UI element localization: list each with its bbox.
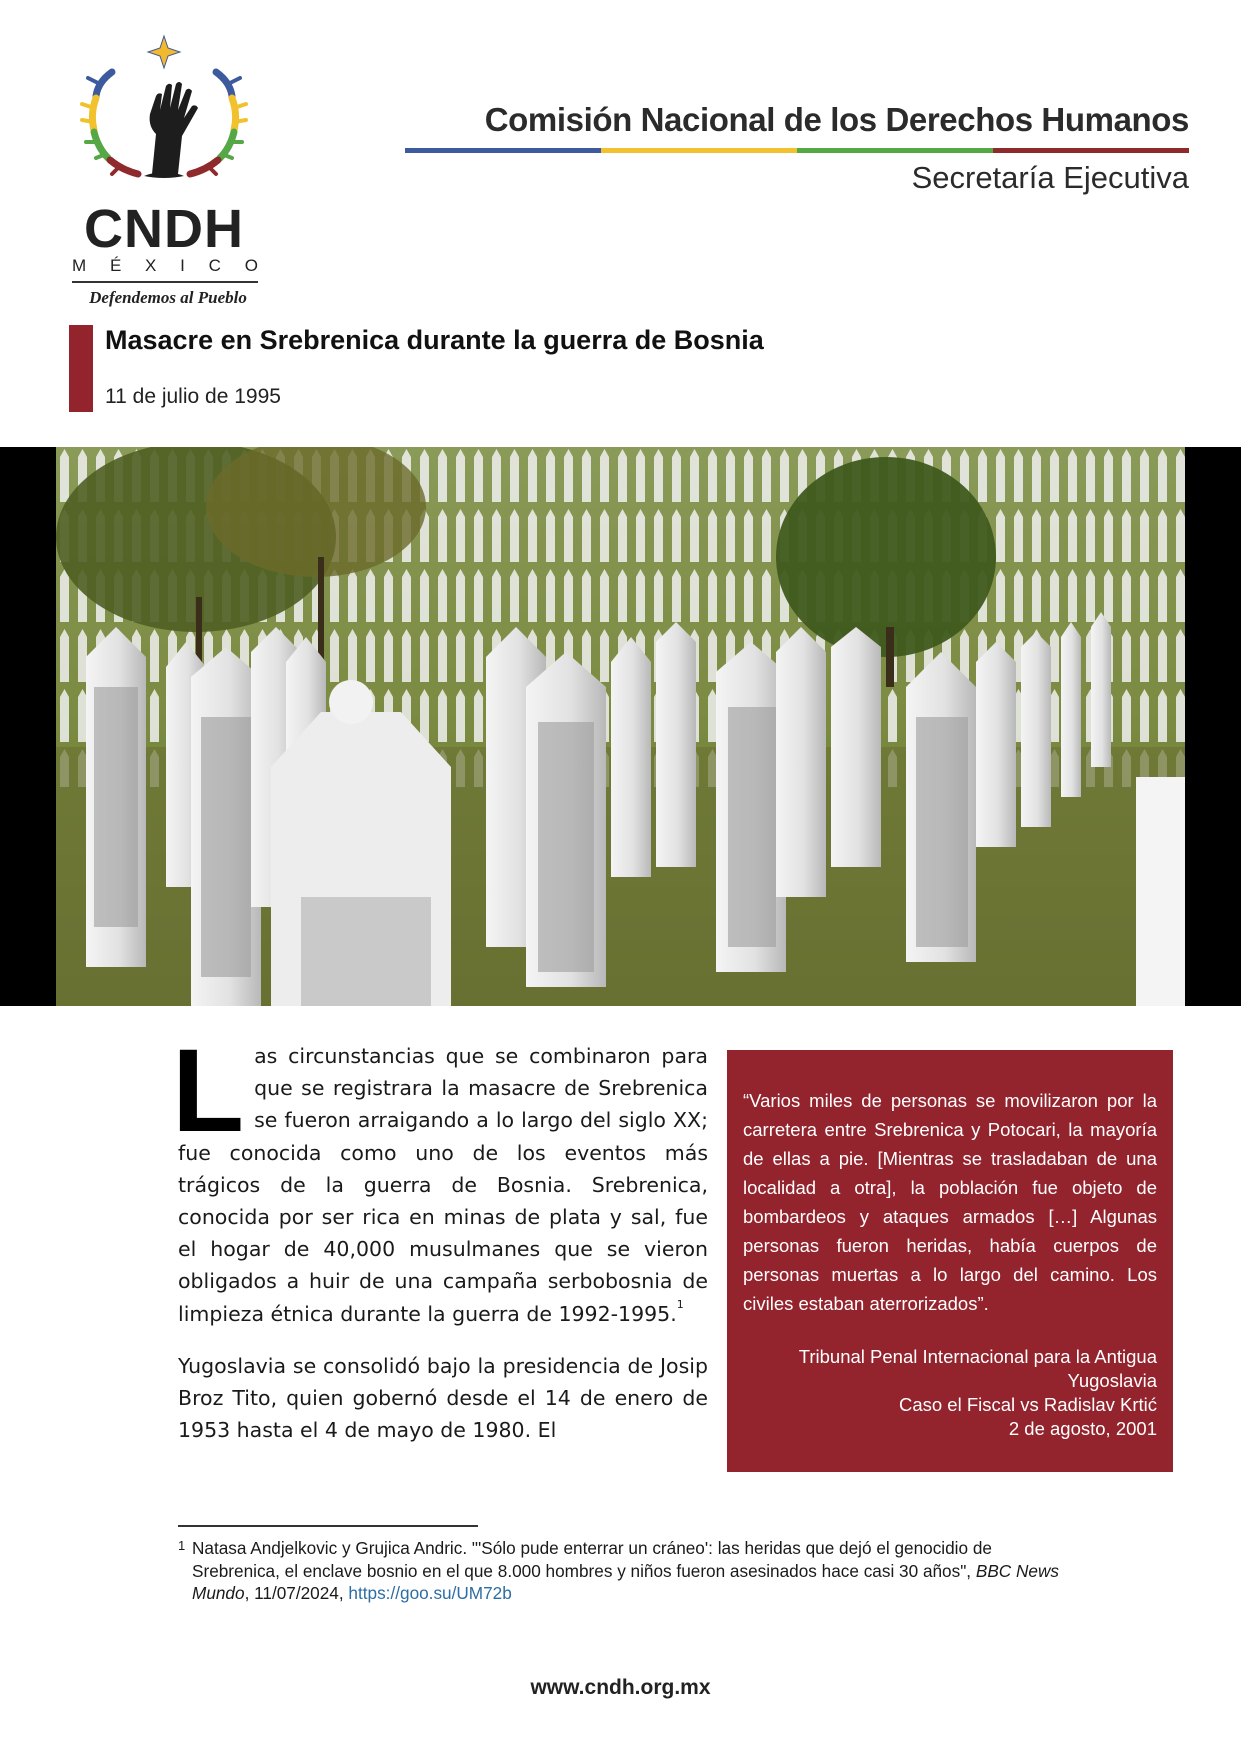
logo-letter: O [244,256,258,275]
drop-cap: L [172,1025,245,1157]
color-bar-segment [405,148,601,153]
logo-motto: Defendemos al Pueblo [89,288,247,307]
logo-divider [72,281,258,283]
footnote-divider [178,1525,478,1527]
footnote [178,1537,1078,1605]
department-name: Secretaría Ejecutiva [911,160,1189,195]
gravestones-image-icon [56,447,1185,1006]
color-bar [405,148,1189,153]
raised-hand-laurel-icon [60,34,270,204]
paragraph-1 [172,1025,708,1330]
title-accent-bar [69,325,93,412]
cemetery-photo [56,447,1185,1006]
color-bar-segment [601,148,797,153]
footnote-publication: BBC News Mundo [192,1560,1059,1603]
logo-letter: C [208,256,221,275]
cndh-logo [60,34,270,307]
article-body [172,1025,708,1466]
logo-acronym: CNDH [84,199,244,259]
color-bar-segment [797,148,993,153]
quote-source-organization: Tribunal Penal Internacional para la Antigua Yugoslavia [798,1346,1157,1391]
logo-letter: I [180,256,185,275]
organization-name: Comisión Nacional de los Derechos Humanos [484,101,1189,138]
page-title: Masacre en Srebrenica durante la guerra de Bosnia [105,325,764,355]
quote-source-date: 2 de agosto, 2001 [1008,1418,1157,1439]
logo-country [72,256,258,276]
footer-website[interactable]: www.cndh.org.mx [530,1676,711,1699]
quote-box [727,1050,1173,1472]
footnote-link[interactable]: https://goo.su/UM72b [348,1583,512,1603]
quote-source [743,1345,1157,1441]
footnote-number: 1 [178,1538,186,1553]
article-date: 11 de julio de 1995 [105,385,281,408]
quote-text: “Varios miles de personas se movilizaron por la carretera entre Srebrenica y Potocari, la mayoría de ellas a pie. [Mientras se trasladaban de una localidad a otra], la población fue objeto de bombardeos y ataques armados […] Algunas personas fueron heridas, había cuerpos de personas muertas a lo largo del camino. Los civiles estaban aterrorizados”. [743,1090,1157,1314]
star-icon [148,36,180,68]
footnote-citation: Natasa Andjelkovic y Grujica Andric. "'Sólo pude enterrar un cráneo': las heridas que dejó el genocidio de Srebrenica, el enclave bosnio en el que 8.000 hombres y niños fueron asesinados hace casi 30 años", [192,1538,992,1581]
paragraph-2: Yugoslavia se consolidó bajo la presidencia de Josip Broz Tito, quien gobernó desde el 14 de enero de 1953 hasta el 4 de mayo de 1980. El [178,1353,708,1443]
quote-source-case: Caso el Fiscal vs Radislav Krtić [898,1394,1157,1415]
logo-letter: M [72,256,87,275]
footnote-text [192,1537,1078,1605]
footnote-date: , 11/07/2024, [244,1583,349,1603]
paragraph-1-text: as circunstancias que se combinaron para que se registrara la masacre de Srebrenica se fueron arraigando a lo largo del siglo XX; fue conocida como uno de los eventos más trágicos de la guerra de Bosnia. Srebrenica, conocida por ser rica en minas de plata y sal, fue el hogar de 40,000 musulmanes que se vieron obligados a huir de una campaña serbobosnia de limpieza étnica durante la guerra de 1992-1995. [178,1044,708,1326]
footnote-ref[interactable]: 1 [676,1297,684,1311]
logo-letter: É [109,256,122,275]
color-bar-segment [993,148,1189,153]
logo-letter: X [145,256,157,275]
